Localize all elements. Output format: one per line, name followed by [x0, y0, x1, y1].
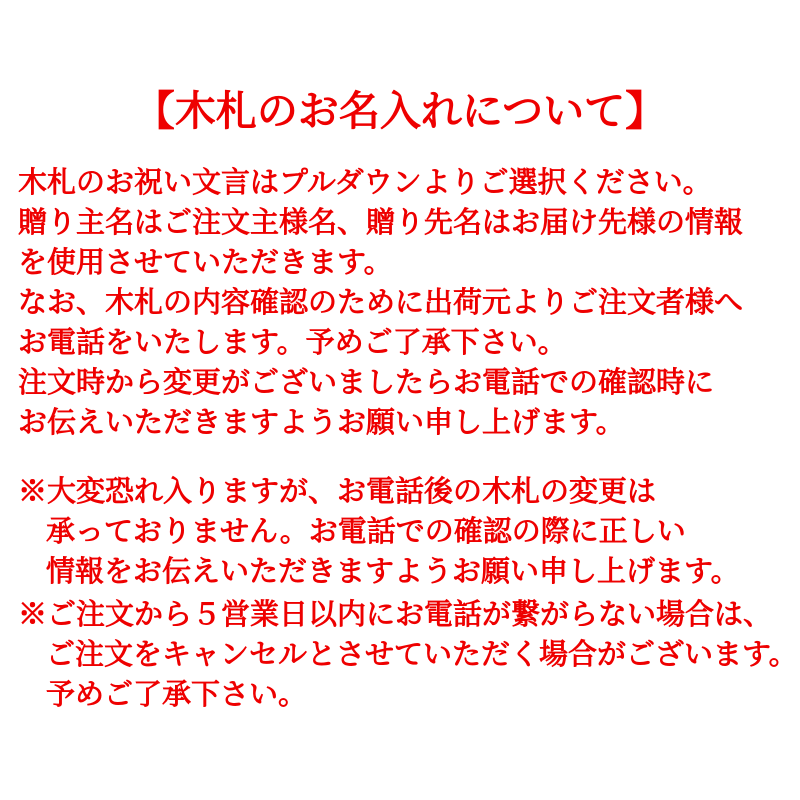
text-line: お伝えいただきますようお願い申し上げます。 — [18, 407, 625, 439]
text-line: なお、木札の内容確認のために出荷元よりご注文者様へ — [18, 287, 744, 319]
paragraph-lines — [18, 163, 788, 443]
paragraph-lines — [18, 472, 788, 592]
paragraph-lines — [18, 595, 798, 715]
text-line: ※ご注文から５営業日以内にお電話が繋がらない場合は、 — [18, 599, 773, 631]
text-line: お電話をいたします。予めご了承下さい。 — [18, 327, 567, 359]
text-line: 木札のお祝い文言はプルダウンよりご選択ください。 — [18, 167, 712, 199]
text-line: 情報をお伝えいただきますようお願い申し上げます。 — [46, 556, 740, 588]
text-line: 贈り主名はご注文主様名、贈り先名はお届け先様の情報 — [18, 207, 744, 239]
paragraph-note-2 — [18, 595, 798, 715]
text-line: 注文時から変更がございましたらお電話での確認時に — [18, 367, 715, 399]
paragraph-note-1 — [18, 472, 788, 592]
text-line: 承っておりません。お電話での確認の際に正しい — [46, 516, 686, 548]
text-line: ご注文をキャンセルとさせていただく場合がございます。 — [46, 639, 798, 671]
text-line: ※大変恐れ入りますが、お電話後の木札の変更は — [18, 476, 657, 508]
text-line: を使用させていただきます。 — [18, 247, 393, 279]
text-line: 予めご了承下さい。 — [46, 679, 308, 711]
page-title: 【木札のお名入れについて】 — [133, 88, 667, 134]
paragraph-intro — [18, 163, 788, 443]
